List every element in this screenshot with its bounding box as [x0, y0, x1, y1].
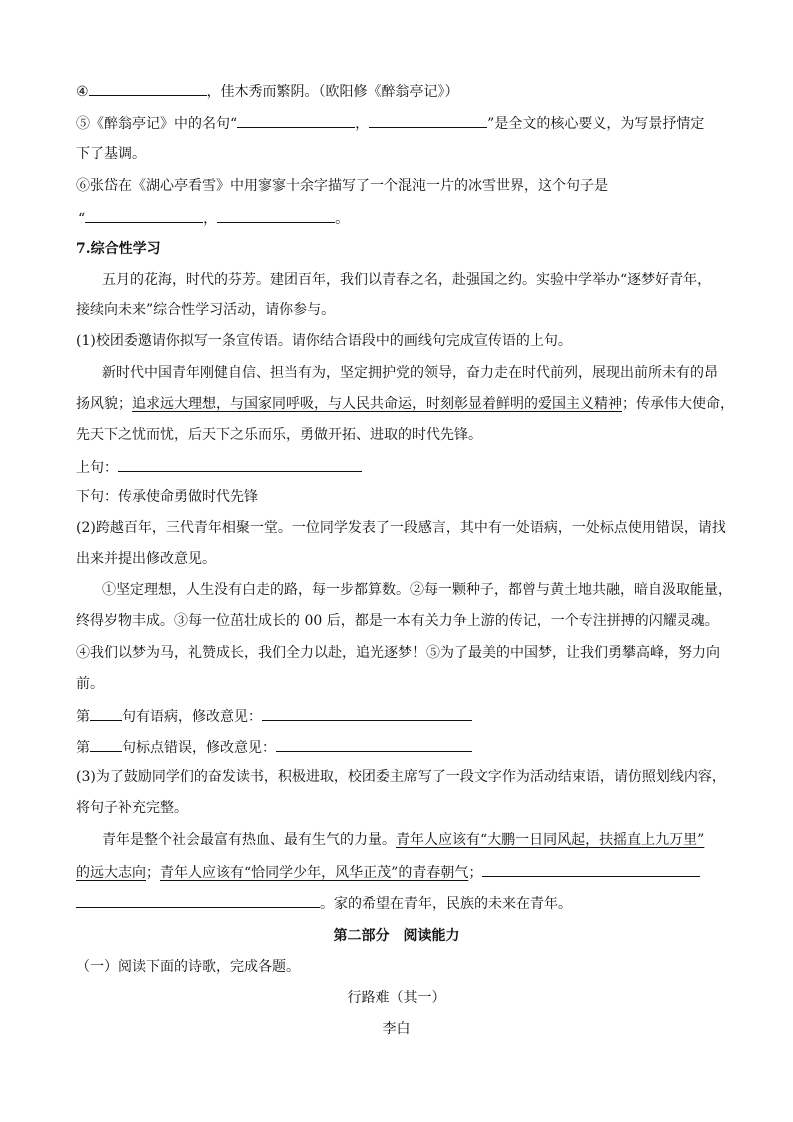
q5-text-a: ⑤《醉翁亭记》中的名句“	[76, 116, 238, 132]
q3-sep: ；	[146, 865, 160, 881]
q1-passage-2-post: ；传承伟大使命，	[622, 396, 734, 412]
q5-line	[76, 112, 721, 134]
q3-passage-1-pre: 青年是整个社会最富有热血、最有生气的力量。	[102, 832, 396, 848]
q3-sep-2: ；	[468, 865, 483, 881]
section7-intro-1: 五月的花海，时代的芬芳。建团百年，我们以青春之名，赴强国之约。实验中学举办“逐梦好青年，	[102, 272, 712, 288]
q6-end: 。	[335, 211, 350, 227]
part2-subheading: （一）阅读下面的诗歌，完成各题。	[76, 959, 300, 975]
q2-a2-pre: 第	[76, 740, 90, 756]
q2-a1-opinion-blank[interactable]	[262, 705, 472, 721]
q2-a2-opinion-blank[interactable]	[276, 736, 472, 752]
q3-blank-1[interactable]	[482, 861, 700, 877]
q6-blank-1[interactable]	[85, 207, 203, 223]
q5-line-2: 下了基调。	[76, 146, 146, 162]
q4-text: ，佳木秀而繁阴。（欧阳修《醉翁亭记》）	[206, 84, 459, 100]
q1-upper-blank[interactable]	[118, 456, 362, 472]
q3-underlined-2: 青年人应该有“恰同学少年，风华正茂”的青春朝气	[160, 865, 469, 881]
q2-passage-4: 前。	[76, 676, 104, 692]
q5-text-b: ”是全文的核心要义，为写景抒情定	[487, 116, 705, 132]
q6-open-quote: “	[78, 211, 86, 227]
q3-passage-2	[76, 861, 721, 883]
q2-a2-post: 句标点错误，修改意见：	[122, 740, 276, 756]
q3-blank-2[interactable]	[76, 892, 320, 908]
poem-title: 行路难（其一）	[347, 990, 446, 1006]
q1-prompt: (1)校团委邀请你拟写一条宣传语。请你结合语段中的画线句完成宣传语的上句。	[76, 333, 572, 349]
q2-answer-2	[76, 736, 721, 758]
q5-blank-1[interactable]	[237, 112, 355, 128]
part2-heading: 第二部分 阅读能力	[333, 928, 460, 944]
section7-intro-2: 接续向未来”综合性学习活动，请你参与。	[76, 302, 336, 318]
q1-lower-line: 下句：传承使命勇做时代先锋	[76, 489, 258, 505]
q3-underlined-1: 青年人应该有“大鹏一日同风起，扶摇直上九万里”	[396, 832, 705, 848]
q4-number: ④	[76, 84, 89, 100]
q3-prompt-2: 将句子补充完整。	[76, 800, 188, 816]
q6-blank-2[interactable]	[217, 207, 335, 223]
q2-passage-1: ①坚定理想，人生没有白走的路，每一步都算数。②每一颗种子，都曾与黄土地共融，暗自汲取能量，	[102, 582, 732, 598]
q2-a1-post: 句有语病，修改意见：	[122, 709, 262, 725]
q3-prompt-1: (3)为了鼓励同学们的奋发读书，积极进取，校团委主席写了一段文字作为活动结束语，请仿照划线内容，	[76, 769, 726, 785]
q1-upper-line	[76, 456, 721, 478]
q3-passage-1	[102, 830, 722, 850]
q1-passage-2-pre: 扬风貌；	[76, 396, 132, 412]
q1-underlined-sentence: 追求远大理想，与国家同呼吸，与人民共命运，时刻彰显着鲜明的爱国主义精神	[132, 396, 622, 412]
q1-passage-1: 新时代中国青年刚健自信、担当有为，坚定拥护党的领导，奋力走在时代前列，展现出前所未有的昂	[102, 365, 718, 381]
q2-prompt-2: 出来并提出修改意见。	[76, 551, 216, 567]
q3-passage-3-post: 。家的希望在青年，民族的未来在青年。	[320, 896, 572, 912]
q1-upper-label: 上句：	[76, 460, 118, 476]
q6-comma: ，	[203, 211, 218, 227]
q3-underlined-1-end: 的远大志向	[76, 865, 146, 881]
q2-answer-1	[76, 705, 721, 727]
q3-passage-3	[76, 892, 721, 914]
q5-comma: ，	[355, 116, 370, 132]
q2-passage-3: ④我们以梦为马，礼赞成长，我们全力以赴，追光逐梦！⑤为了最美的中国梦，让我们勇攀高峰，努力向	[76, 645, 720, 661]
q4-blank[interactable]	[89, 80, 207, 96]
q2-passage-2: 终得岁物丰成。③每一位茁壮成长的 00 后，都是一本有关力争上游的传记，一个专注拼搏的闪耀灵魂。	[76, 613, 719, 629]
q6-line-2	[78, 207, 723, 229]
q2-a1-pre: 第	[76, 709, 90, 725]
q6-line-1: ⑥张岱在《湖心亭看雪》中用寥寥十余字描写了一个混沌一片的冰雪世界，这个句子是	[76, 178, 608, 194]
q2-prompt-1: (2)跨越百年，三代青年相聚一堂。一位同学发表了一段感言，其中有一处语病，一处标点使用错误，请找	[76, 520, 726, 536]
q4-line	[76, 80, 721, 102]
poem-author: 李白	[382, 1021, 411, 1037]
q1-passage-2	[76, 394, 734, 414]
q2-a2-number-blank[interactable]	[90, 736, 122, 752]
q2-a1-number-blank[interactable]	[90, 705, 122, 721]
q5-blank-2[interactable]	[369, 112, 487, 128]
section7-heading: 7.综合性学习	[76, 241, 161, 257]
q1-passage-3: 先天下之忧而忧，后天下之乐而乐，勇做开拓、进取的时代先锋。	[76, 427, 482, 443]
